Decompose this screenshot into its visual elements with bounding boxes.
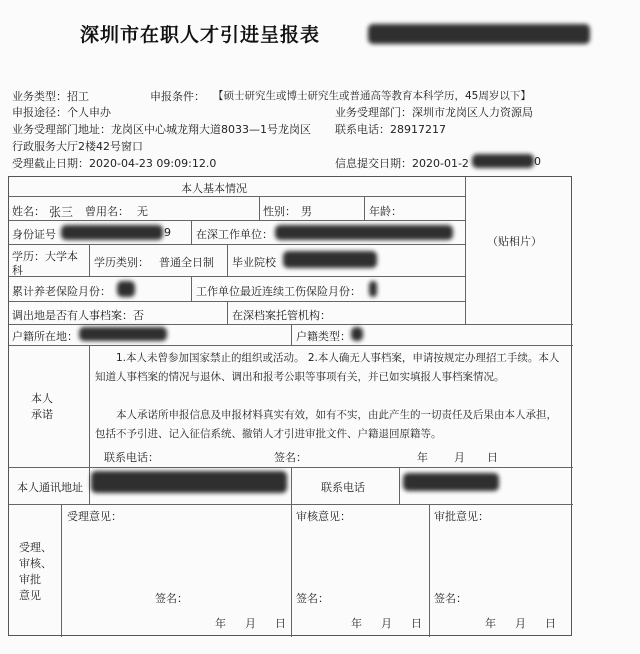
approve-sign: 签名：	[434, 592, 467, 605]
employer-label: 在深工作单位：	[196, 228, 273, 241]
review-label-3: 审批	[19, 573, 41, 586]
audit-day: 日	[411, 617, 422, 630]
accept-month: 月	[245, 617, 256, 630]
id-tail: 9	[164, 226, 171, 239]
gender-label: 性别：	[263, 205, 296, 218]
redacted-insurance-months	[369, 281, 377, 297]
redacted-header-id	[368, 24, 590, 44]
redacted-employer	[275, 225, 453, 240]
promise-contact-phone: 联系电话：	[104, 451, 159, 464]
promise-text-2: 本人承诺所申报信息及申报材料真实有效，如有不实，由此产生的一切责任及后果由本人承担，包括不予引进、记入征信系统、撤销人才引进审批文件、户籍退回原籍等。	[95, 409, 557, 440]
mail-address-label: 本人通讯地址	[17, 481, 83, 494]
accept-opinion: 受理意见：	[67, 510, 122, 523]
promise-label-1: 本人	[31, 392, 53, 405]
accept-year: 年	[215, 617, 226, 630]
info-table	[8, 176, 572, 636]
audit-opinion: 审核意见：	[296, 510, 351, 523]
redacted-mail-address	[91, 471, 287, 493]
dept-address-line1: 业务受理部门地址：龙岗区中心城龙翔大道8033—1号龙岗区	[12, 123, 311, 136]
approve-month: 月	[515, 617, 526, 630]
name-label: 姓名：	[12, 205, 45, 218]
redacted-contact-phone	[403, 473, 499, 491]
dept-address-line2: 行政服务大厅2楼42号窗口	[12, 140, 143, 153]
former-name-label: 曾用名：	[85, 205, 129, 218]
school-label: 毕业院校	[232, 256, 276, 269]
edu-type-value: 普通全日制	[159, 256, 214, 269]
dept-phone: 联系电话：28917217	[335, 123, 446, 136]
submit-date-tail: 0	[534, 155, 541, 168]
deadline: 受理截止日期：2020-04-23 09:09:12.0	[12, 157, 217, 170]
form-title: 深圳市在职人才引进呈报表	[80, 24, 321, 46]
hukou-place-label: 户籍所在地：	[12, 330, 78, 343]
approve-day: 日	[545, 617, 556, 630]
name-value: 张三	[49, 205, 74, 219]
audit-sign: 签名：	[296, 592, 329, 605]
age-label: 年龄：	[369, 205, 402, 218]
education-label-2: 科	[12, 264, 23, 277]
audit-month: 月	[381, 617, 392, 630]
audit-year: 年	[351, 617, 362, 630]
basic-info-title: 本人基本情况	[181, 182, 247, 195]
submit-date: 信息提交日期：2020-01-2	[335, 157, 469, 170]
photo-placeholder: （贴相片）	[487, 235, 542, 248]
edu-type-label: 学历类别：	[94, 256, 149, 269]
promise-label-2: 承诺	[31, 408, 53, 421]
review-label-4: 意见	[19, 589, 41, 602]
hukou-type-label: 户籍类型：	[296, 330, 351, 343]
id-label: 身份证号	[12, 228, 56, 241]
redacted-pension-months	[117, 281, 135, 297]
redacted-school	[283, 251, 377, 268]
review-label-1: 受理、	[19, 541, 52, 554]
archive-transfer: 调出地是否有人事档案：否	[12, 309, 144, 322]
redacted-hukou-place	[79, 327, 167, 341]
promise-year: 年	[417, 451, 428, 464]
review-label-2: 审核、	[19, 557, 52, 570]
business-type: 业务类型：招工	[12, 90, 89, 103]
redacted-id-number	[61, 225, 163, 240]
accept-day: 日	[275, 617, 286, 630]
promise-day: 日	[487, 451, 498, 464]
handling-dept: 业务受理部门：深圳市龙岗区人力资源局	[335, 106, 533, 119]
apply-channel: 申报途径：个人申办	[12, 106, 111, 119]
address-contact-phone-label: 联系电话	[321, 481, 365, 494]
approve-opinion: 审批意见：	[434, 510, 489, 523]
accept-sign: 签名：	[155, 592, 188, 605]
gender-value: 男	[301, 205, 312, 218]
redacted-hukou-type	[351, 327, 363, 341]
approve-year: 年	[485, 617, 496, 630]
pension-label: 累计养老保险月份：	[12, 285, 111, 298]
promise-month: 月	[454, 451, 465, 464]
apply-condition-value: 【硕士研究生或博士研究生或普通高等教育本科学历，45周岁以下】	[213, 90, 531, 102]
recent-insurance-label: 工作单位最近连续工伤保险月份：	[196, 285, 361, 298]
education-label: 学历：大学本	[12, 250, 78, 263]
promise-sign: 签名：	[274, 451, 307, 464]
promise-text-1: 1.本人未曾参加国家禁止的组织或活动。 2.本人确无人事档案，申请按规定办理招工手续。本人知道人事档案的情况与退休、调出和报考公职等事项有关，并已如实填报人事档案情况。	[95, 352, 560, 383]
archive-custodian-label: 在深档案托管机构：	[232, 309, 331, 322]
apply-condition-label: 申报条件：	[150, 90, 205, 103]
former-name-value: 无	[137, 205, 148, 218]
redacted-submit-date	[472, 154, 534, 168]
